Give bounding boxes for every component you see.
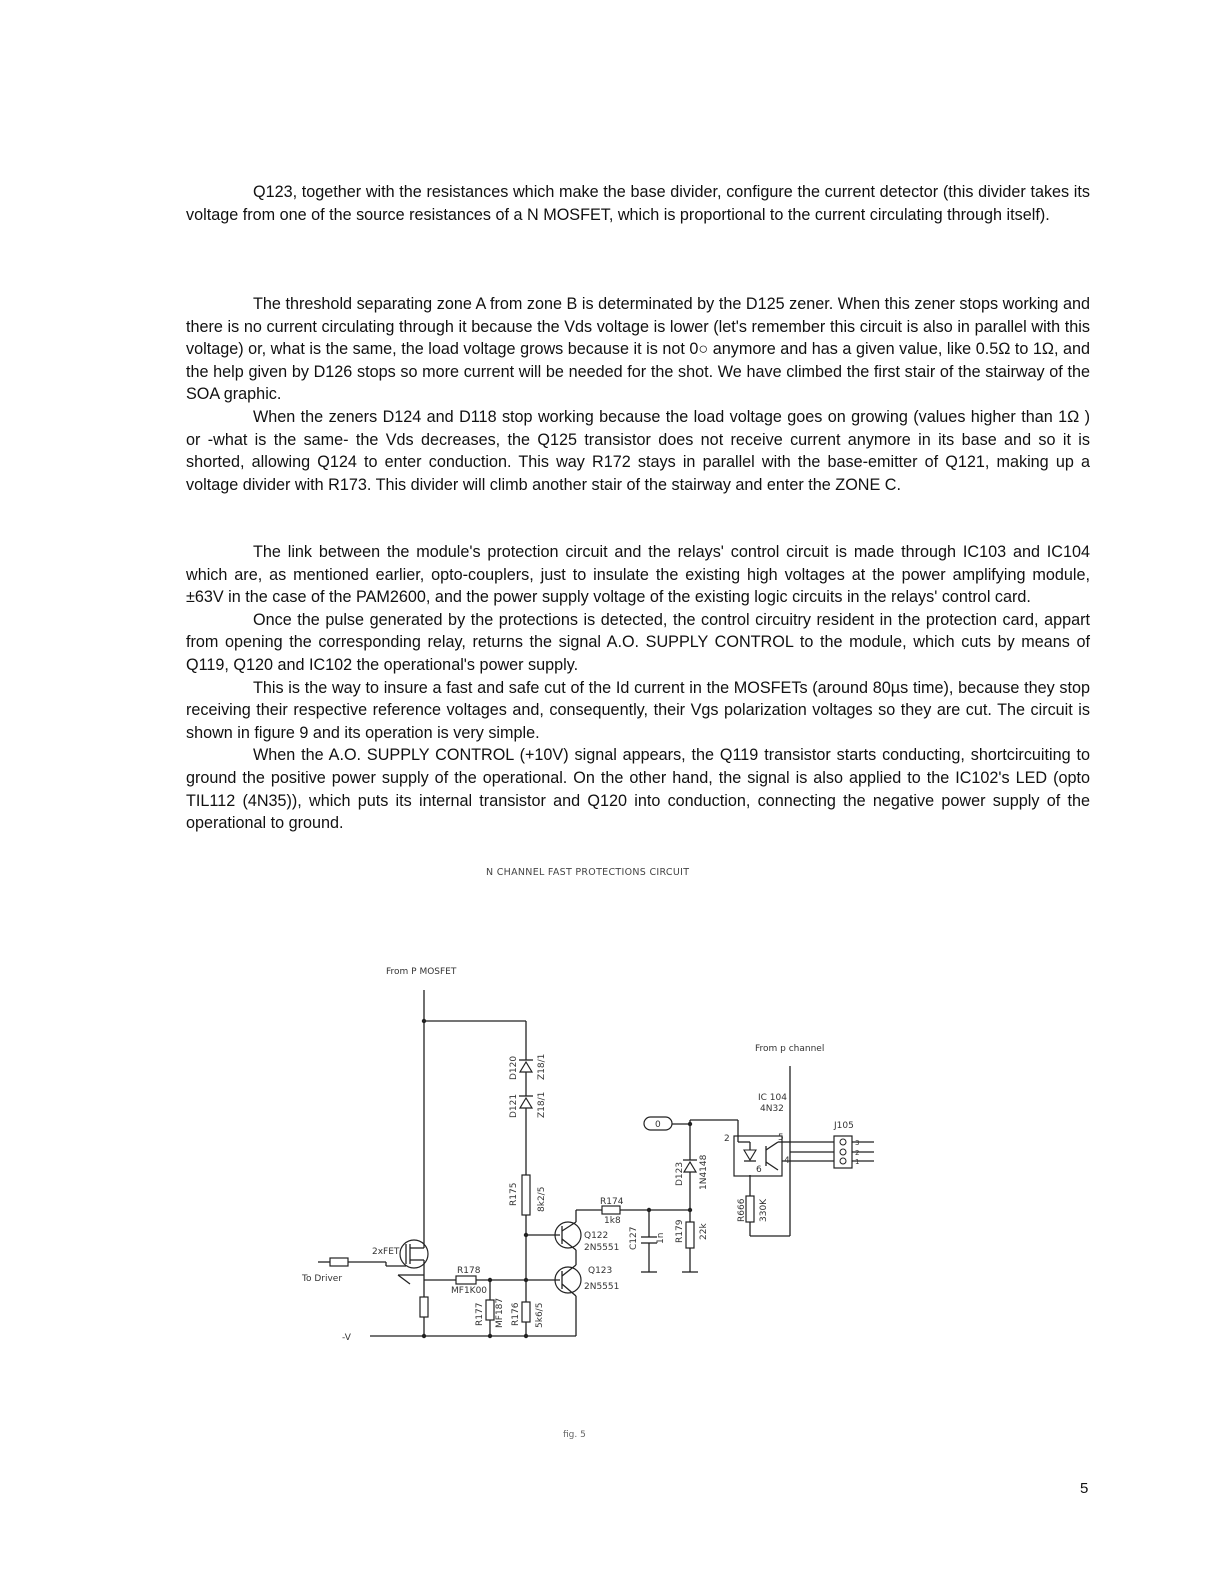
r177-value: MF187 xyxy=(495,1297,505,1328)
r174-label: R174 xyxy=(600,1197,624,1207)
transistor-q122 xyxy=(555,1222,619,1253)
r178-label: R178 xyxy=(457,1266,481,1276)
resistor-r178 xyxy=(451,1266,487,1296)
r175-label: R175 xyxy=(509,1182,519,1206)
r666-value: 330K xyxy=(759,1198,769,1222)
q123-type: 2N5551 xyxy=(584,1282,620,1292)
connector-j105 xyxy=(833,1121,859,1168)
q122-type: 2N5551 xyxy=(584,1243,620,1253)
resistor-r175 xyxy=(509,1175,547,1215)
input-connector xyxy=(644,1117,672,1130)
label-from-p-mosfet: From P MOSFET xyxy=(386,967,457,977)
ic104-type: 4N32 xyxy=(760,1104,784,1114)
resistor-gate xyxy=(330,1258,348,1266)
resistor-r176 xyxy=(511,1302,545,1328)
paragraph-4: The link between the module's protection circuit and the relays' control circuit is made through IC103 and IC104 which are, as mentioned earlier, opto-couplers, just to insulate the existing high voltages at the power amplifying module, ±63V in the case of the PAM2600, and the power supply voltage of the existing logic circuits in the relays' control card. xyxy=(186,543,1090,607)
capacitor-c127 xyxy=(629,1227,666,1250)
d120-value: Z18/1 xyxy=(537,1053,547,1080)
r178-value: MF1K00 xyxy=(451,1286,488,1296)
paragraph-2: The threshold separating zone A from zone B is determinated by the D125 zener. When this zener stops working and there is no current circulating through it because the Vds voltage is lower (let's remember this circuit is also in parallel with this voltage) or, what is the same, the load voltage grows because it is not 0○ anymore and has a given value, like 0.5Ω to 1Ω, and the help given by D126 stops so more current will be needed for the shot. We have climbed the first stair of the stairway of the SOA graphic. xyxy=(186,295,1090,404)
d123-label: D123 xyxy=(675,1161,685,1186)
resistor-r174 xyxy=(600,1197,624,1226)
zener-d120 xyxy=(509,1054,547,1080)
page-number: 5 xyxy=(1080,1480,1089,1497)
optocoupler-ic104 xyxy=(724,1093,790,1176)
resistor-source xyxy=(420,1297,428,1317)
input-tag-label: 0 xyxy=(655,1120,661,1130)
r174-value: 1k8 xyxy=(604,1216,621,1226)
paragraph-3: When the zeners D124 and D118 stop working because the load voltage goes on growing (values higher than 1Ω ) or -what is the same- the Vds decreases, the Q125 transistor does not receive current anymore in its base and so it is shorted, allowing Q124 to enter conduction. This way R172 stays in parallel with the base-emitter of Q121, making up a voltage divider with R173. This divider will climb another stair of the stairway and enter the ZONE C. xyxy=(186,407,1090,494)
label-minus-v: -V xyxy=(342,1333,351,1343)
r179-value: 22k xyxy=(699,1223,709,1240)
diode-d123 xyxy=(675,1154,709,1190)
d121-label: D121 xyxy=(509,1093,519,1118)
r177-label: R177 xyxy=(475,1302,485,1326)
paragraph-7: When the A.O. SUPPLY CONTROL (+10V) signal appears, the Q119 transistor starts conducting, shortcircuiting to ground the positive power supply of the operational. On the other hand, the signal is also applied to the IC102's LED (opto TIL112 (4N35)), which puts its internal transistor and Q120 into conduction, connecting the negative power supply of the operational to ground. xyxy=(186,746,1090,833)
paragraph-6: This is the way to insure a fast and safe cut of the Id current in the MOSFETs (around 80µs time), because they stop receiving their respective reference voltages and, consequently, their Vgs polarization voltages so they are cut. The circuit is shown in figure 9 and its operation is very simple. xyxy=(186,678,1090,742)
c127-label: C127 xyxy=(629,1226,639,1250)
label-to-driver: To Driver xyxy=(302,1274,343,1284)
d121-value: Z18/1 xyxy=(537,1091,547,1118)
label-from-p-channel: From p channel xyxy=(755,1044,825,1054)
c127-value: 1n xyxy=(656,1232,666,1244)
r179-label: R179 xyxy=(675,1219,685,1243)
resistor-r179 xyxy=(675,1219,709,1248)
r176-label: R176 xyxy=(511,1302,521,1326)
zener-d121 xyxy=(509,1092,547,1118)
paragraph-1: Q123, together with the resistances which make the base divider, configure the current detector (this divider takes its voltage from one of the source resistances of a N MOSFET, which is proportional to the current circulating through itself). xyxy=(186,183,1090,224)
d123-value: 1N4148 xyxy=(699,1154,709,1190)
figure-caption: fig. 5 xyxy=(563,1430,586,1440)
fet-label: 2xFET xyxy=(372,1247,400,1257)
ic104-pin5: 5 xyxy=(778,1133,784,1143)
r176-value: 5k6/5 xyxy=(535,1302,545,1328)
ic104-pin6: 6 xyxy=(756,1165,762,1175)
paragraph-5: Once the pulse generated by the protections is detected, the control circuitry resident in the protection card, appart from opening the corresponding relay, returns the signal A.O. SUPPLY CONTROL to the module, which cuts by means of Q119, Q120 and IC102 the operational's power supply. xyxy=(186,610,1090,674)
ic104-pin2: 2 xyxy=(724,1134,730,1144)
q123-label: Q123 xyxy=(588,1266,613,1276)
q122-label: Q122 xyxy=(584,1231,609,1241)
ic104-pin4: 4 xyxy=(784,1156,790,1166)
j105-label: J105 xyxy=(834,1121,854,1131)
ic104-label: IC 104 xyxy=(758,1093,787,1103)
schematic-title: N CHANNEL FAST PROTECTIONS CIRCUIT xyxy=(486,867,690,878)
d120-label: D120 xyxy=(509,1055,519,1080)
r175-value: 8k2/5 xyxy=(537,1186,547,1212)
resistor-r666 xyxy=(737,1196,769,1222)
r666-label: R666 xyxy=(737,1198,747,1222)
j105-pin3: 3 xyxy=(855,1139,860,1147)
j105-pin2: 2 xyxy=(855,1149,860,1157)
transistor-q123 xyxy=(555,1265,619,1296)
j105-pin1: 1 xyxy=(855,1158,860,1166)
